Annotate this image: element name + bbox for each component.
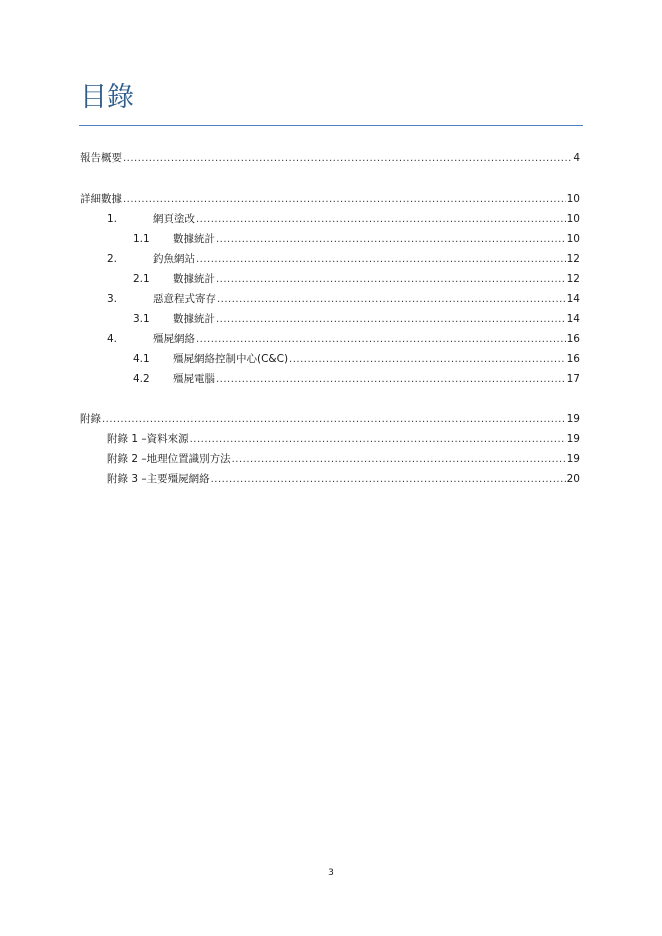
toc-entry-number: 1. [107,213,118,225]
dot-leader [123,151,571,167]
dot-leader [232,452,566,468]
dot-leader [196,332,566,348]
toc-entry-text: 殭屍網絡 [153,333,195,345]
toc-entry-page: 4 [573,152,580,164]
toc-entry-phishing-stats[interactable] [133,271,580,287]
dot-leader [216,272,566,288]
toc-entry-text: 附錄 3 –主要殭屍網絡 [107,473,210,485]
toc-entry-text: 數據統計 [173,233,215,245]
toc-entry-page: 16 [566,333,580,345]
dot-leader [190,432,566,448]
toc-entry-bots[interactable] [133,371,580,387]
toc-entry-text: 數據統計 [173,313,215,325]
toc-entry-text: 數據統計 [173,273,215,285]
toc-entry-text: 殭屍電腦 [173,373,215,385]
toc-entry-page: 19 [566,433,580,445]
toc-entry-text: 惡意程式寄存 [153,293,216,305]
toc-entry-text: 附錄 [80,413,101,425]
toc-entry-text: 附錄 2 –地理位置識別方法 [107,453,231,465]
toc-entry-malware-hosting[interactable] [107,291,580,307]
toc-entry-page: 10 [566,233,580,245]
dot-leader [102,412,566,428]
toc-entry-botnet[interactable] [107,331,580,347]
toc-entry-number: 3.1 [133,313,150,325]
dot-leader [196,212,566,228]
toc-entry-phishing[interactable] [107,251,580,267]
toc-entry-defacement[interactable] [107,211,580,227]
dot-leader [289,352,566,368]
toc-entry-defacement-stats[interactable] [133,231,580,247]
toc-entry-number: 4.1 [133,353,150,365]
toc-entry-appendix-1[interactable] [107,431,580,447]
toc-entry-botnet-cc[interactable] [133,351,580,367]
toc-heading: 目錄 [80,82,134,113]
page-number: 3 [328,868,334,878]
dot-leader [216,372,566,388]
toc-entry-number: 4. [107,333,118,345]
toc-entry-text: 報告概要 [80,152,122,164]
toc-entry-page: 20 [566,473,580,485]
toc-entry-page: 17 [566,373,580,385]
toc-entry-appendix-3[interactable] [107,471,580,487]
heading-underline [79,125,583,126]
dot-leader [217,292,566,308]
dot-leader [216,232,566,248]
toc-entry-text: 殭屍網絡控制中心(C&C) [173,353,289,365]
toc-entry-page: 10 [566,213,580,225]
dot-leader [196,252,566,268]
dot-leader [123,192,566,208]
toc-entry-number: 1.1 [133,233,150,245]
toc-entry-report-summary[interactable] [80,150,580,166]
toc-entry-malware-stats[interactable] [133,311,580,327]
toc-entry-appendix[interactable] [80,411,580,427]
toc-entry-page: 19 [566,413,580,425]
toc-entry-detailed-data[interactable] [80,191,580,207]
toc-entry-page: 12 [566,273,580,285]
toc-entry-number: 2. [107,253,118,265]
dot-leader [216,312,566,328]
toc-entry-number: 4.2 [133,373,150,385]
toc-entry-text: 詳細數據 [80,193,122,205]
toc-entry-appendix-2[interactable] [107,451,580,467]
toc-entry-page: 14 [566,313,580,325]
toc-entry-text: 附錄 1 –資料來源 [107,433,189,445]
toc-entry-page: 19 [566,453,580,465]
toc-entry-page: 16 [566,353,580,365]
dot-leader [211,472,566,488]
toc-entry-number: 3. [107,293,118,305]
toc-entry-number: 2.1 [133,273,150,285]
toc-entry-text: 網頁塗改 [153,213,195,225]
toc-entry-page: 14 [566,293,580,305]
toc-entry-page: 12 [566,253,580,265]
toc-entry-text: 釣魚網站 [153,253,195,265]
toc-entry-page: 10 [566,193,580,205]
